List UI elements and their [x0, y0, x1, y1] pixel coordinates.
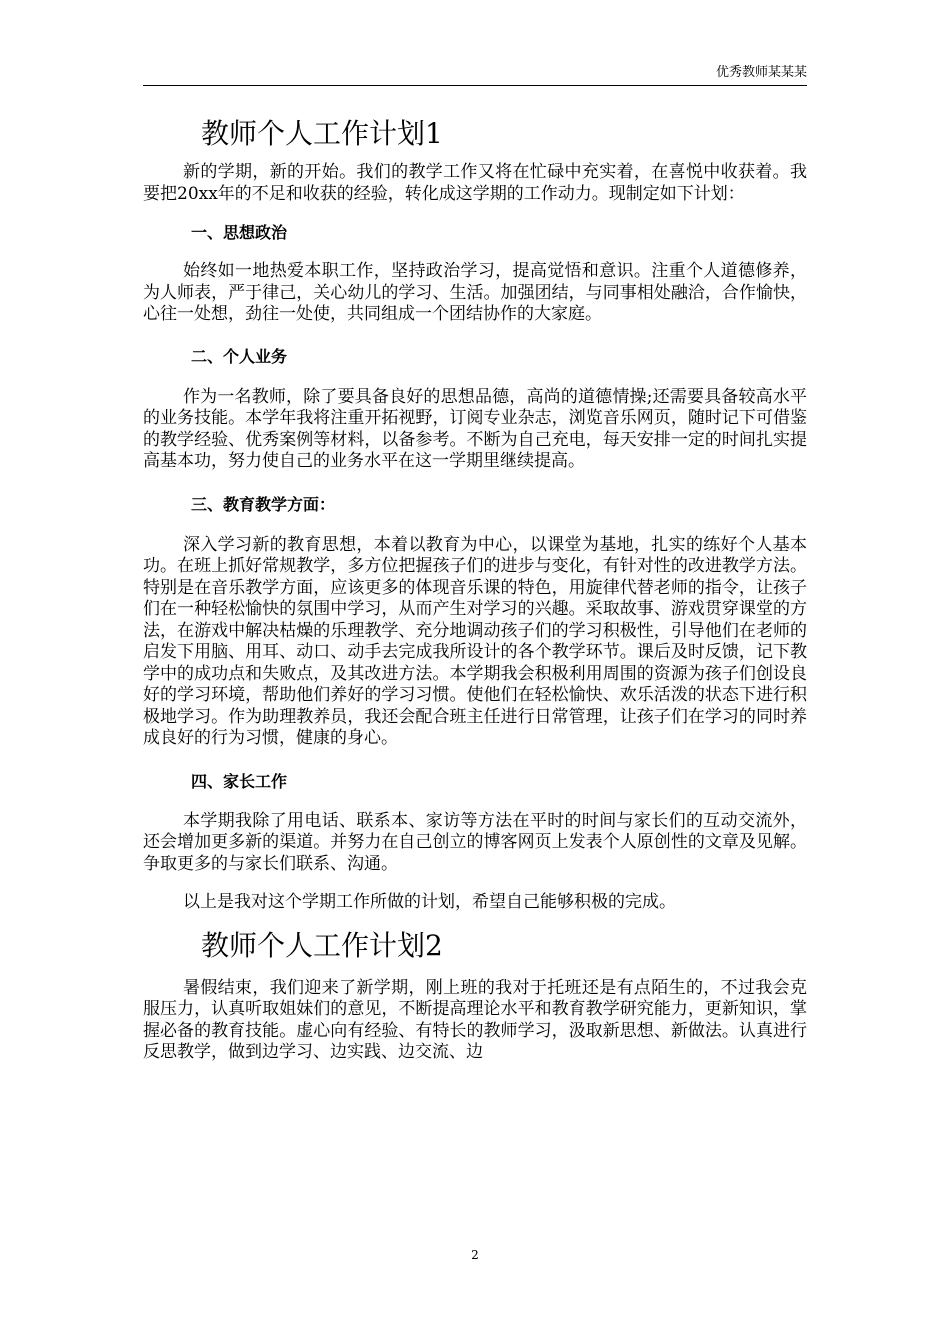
section-body-teaching: 深入学习新的教育思想，本着以教育为中心，以课堂为基地，扎实的练好个人基本功。在班上抓好常规教学，多方位把握孩子们的进步与变化，有针对性的改进教学方法。特别是在音乐教学方面，应该更多的体现音乐课的特色，用旋律代替老师的指令，让孩子们在一种轻松愉快的氛围中学习，从而产生对学习的兴趣。采取故事、游戏贯穿课堂的方法，在游戏中解决枯燥的乐理教学、充分地调动孩子们的学习积极性，引导他们在老师的启发下用脑、用耳、动口、动手去完成我所设计的各个教学环节。课后及时反馈，记下教学中的成功点和失败点，及其改进方法。本学期我会积极利用周围的资源为孩子们创设良好的学习环境，帮助他们养好的学习习惯。使他们在轻松愉快、欢乐活泼的状态下进行积极地学习。作为助理教养员，我还会配合班主任进行日常管理，让孩子们在学习的同时养成良好的行为习惯，健康的身心。 — [143, 534, 807, 748]
section-body-parents: 本学期我除了用电话、联系本、家访等方法在平时的时间与家长们的互动交流外，还会增加更多新的渠道。并努力在自己创立的博客网页上发表个人原创性的文章及见解。争取更多的与家长们联系、沟通。 — [143, 810, 807, 874]
header-author: 优秀教师某某某 — [715, 65, 807, 80]
section-heading-politics: 一、思想政治 — [191, 223, 288, 242]
document-body — [143, 96, 807, 1064]
plan-2-paragraph: 暑假结束，我们迎来了新学期，刚上班的我对于托班还是有点陌生的，不过我会克服压力，认真听取姐妹们的意见，不断提高理论水平和教育教学研究能力，更新知识，掌握必备的教育技能。虚心向有经验、有特长的教师学习，汲取新思想、新做法。认真进行反思教学，做到边学习、边实践、边交流、边 — [143, 977, 807, 1062]
intro-paragraph: 新的学期，新的开始。我们的教学工作又将在忙碌中充实着，在喜悦中收获着。我要把20xx年的不足和收获的经验，转化成这学期的工作动力。现制定如下计划： — [143, 162, 807, 204]
section-heading-teaching: 三、教育教学方面： — [191, 494, 336, 514]
plan-1-title: 教师个人工作计划1 — [201, 117, 443, 150]
section-body-personal-business: 作为一名教师，除了要具备良好的思想品德，高尚的道德情操;还需要具备较高水平的业务技能。本学年我将注重开拓视野，订阅专业杂志，浏览音乐网页，随时记下可借鉴的教学经验、优秀案例等材料，以备参考。不断为自己充电，每天安排一定的时间扎实提高基本功，努力使自己的业务水平在这一学期里继续提高。 — [143, 386, 807, 471]
section-heading-parents: 四、家长工作 — [191, 771, 288, 791]
header-rule — [143, 85, 807, 86]
section-body-politics: 始终如一地热爱本职工作，坚持政治学习，提高觉悟和意识。注重个人道德修养，为人师表，严于律己，关心幼儿的学习、生活。加强团结，与同事相处融洽，合作愉快，心往一处想，劲往一处使，共同组成一个团结协作的大家庭。 — [143, 261, 807, 324]
plan-2-title: 教师个人工作计划2 — [201, 928, 443, 962]
closing-paragraph: 以上是我对这个学期工作所做的计划，希望自己能够积极的完成。 — [183, 892, 676, 912]
page-number: 2 — [471, 1248, 479, 1262]
section-heading-personal-business: 二、个人业务 — [191, 346, 288, 366]
